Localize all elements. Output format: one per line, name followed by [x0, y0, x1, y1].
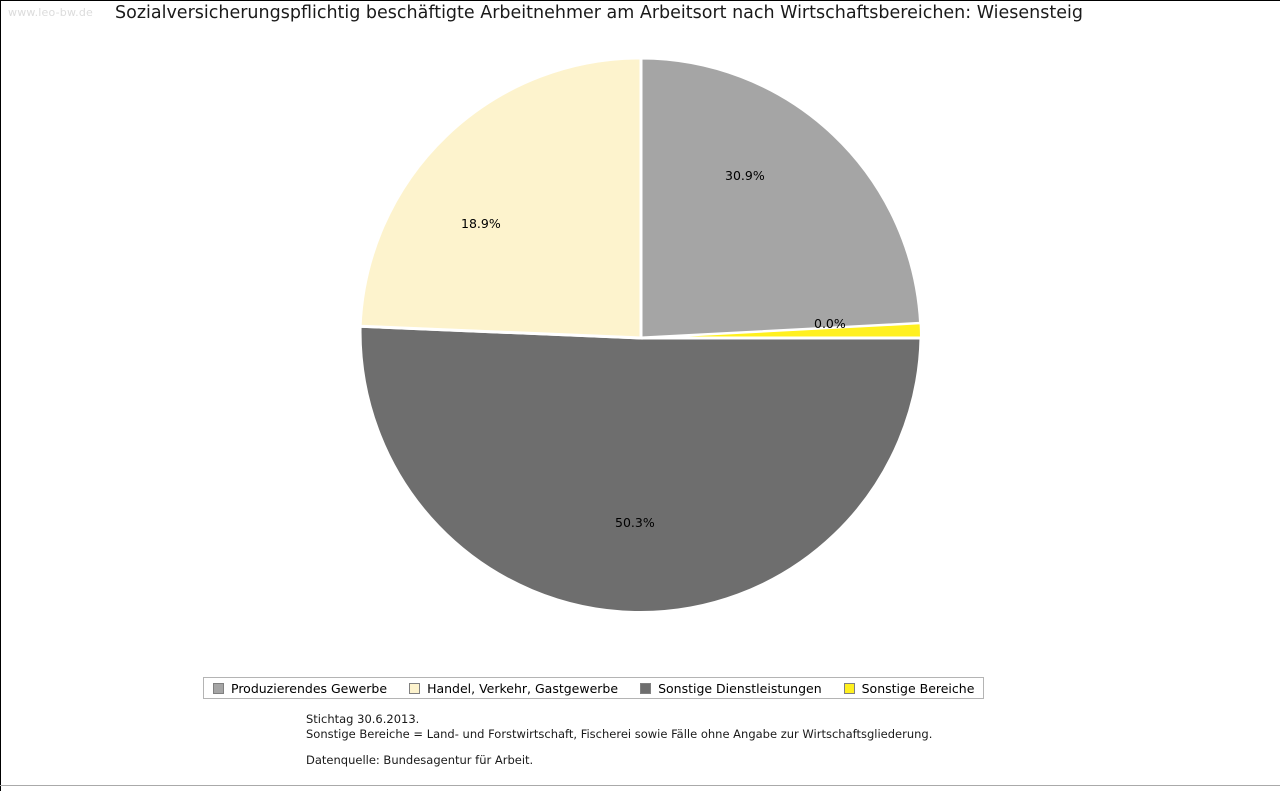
pie-chart-svg: [358, 58, 924, 618]
legend: [203, 677, 984, 699]
pie-slice-produzierendes-gewerbe[interactable]: [641, 58, 921, 338]
legend-swatch-icon: [213, 683, 224, 694]
footnote-stichtag: Stichtag 30.6.2013.: [306, 712, 420, 726]
legend-item-label: Sonstige Dienstleistungen: [658, 680, 822, 696]
slice-value-label-handel-verkehr-gastgewerbe: 18.9%: [461, 216, 501, 231]
page-border-bottom: [0, 785, 1280, 786]
legend-swatch-icon: [409, 683, 420, 694]
legend-swatch-icon: [640, 683, 651, 694]
legend-item-produzierendes-gewerbe[interactable]: [213, 681, 387, 696]
legend-item-sonstige-bereiche[interactable]: [844, 681, 975, 696]
pie-slice-sonstige-dienstleistungen[interactable]: [360, 326, 921, 612]
slice-value-label-produzierendes-gewerbe: 30.9%: [725, 168, 765, 183]
legend-item-sonstige-dienstleistungen[interactable]: [640, 681, 822, 696]
legend-item-label: Sonstige Bereiche: [861, 680, 975, 696]
legend-item-label: Handel, Verkehr, Gastgewerbe: [427, 680, 619, 696]
footnotes: [306, 712, 932, 768]
slice-value-label-sonstige-dienstleistungen: 50.3%: [615, 515, 655, 530]
page-border-left: [0, 0, 1, 791]
pie-chart: [358, 58, 924, 618]
footnote-source: Datenquelle: Bundesagentur für Arbeit.: [306, 753, 534, 767]
legend-swatch-icon: [844, 683, 855, 694]
slice-value-label-sonstige-bereiche: 0.0%: [814, 316, 846, 331]
page-border-top: [0, 0, 1280, 1]
legend-item-handel-verkehr-gastgewerbe[interactable]: [409, 681, 618, 696]
legend-item-label: Produzierendes Gewerbe: [231, 680, 388, 696]
pie-slice-handel-verkehr-gastgewerbe[interactable]: [360, 58, 641, 338]
watermark: www.leo-bw.de: [8, 6, 94, 19]
footnote-definition: Sonstige Bereiche = Land- und Forstwirtschaft, Fischerei sowie Fälle ohne Angabe zur Wirtschaftsgliederung.: [306, 727, 933, 741]
page-title: Sozialversicherungspflichtig beschäftigte Arbeitnehmer am Arbeitsort nach Wirtschaftsbereichen: Wiesensteig: [115, 3, 1083, 23]
